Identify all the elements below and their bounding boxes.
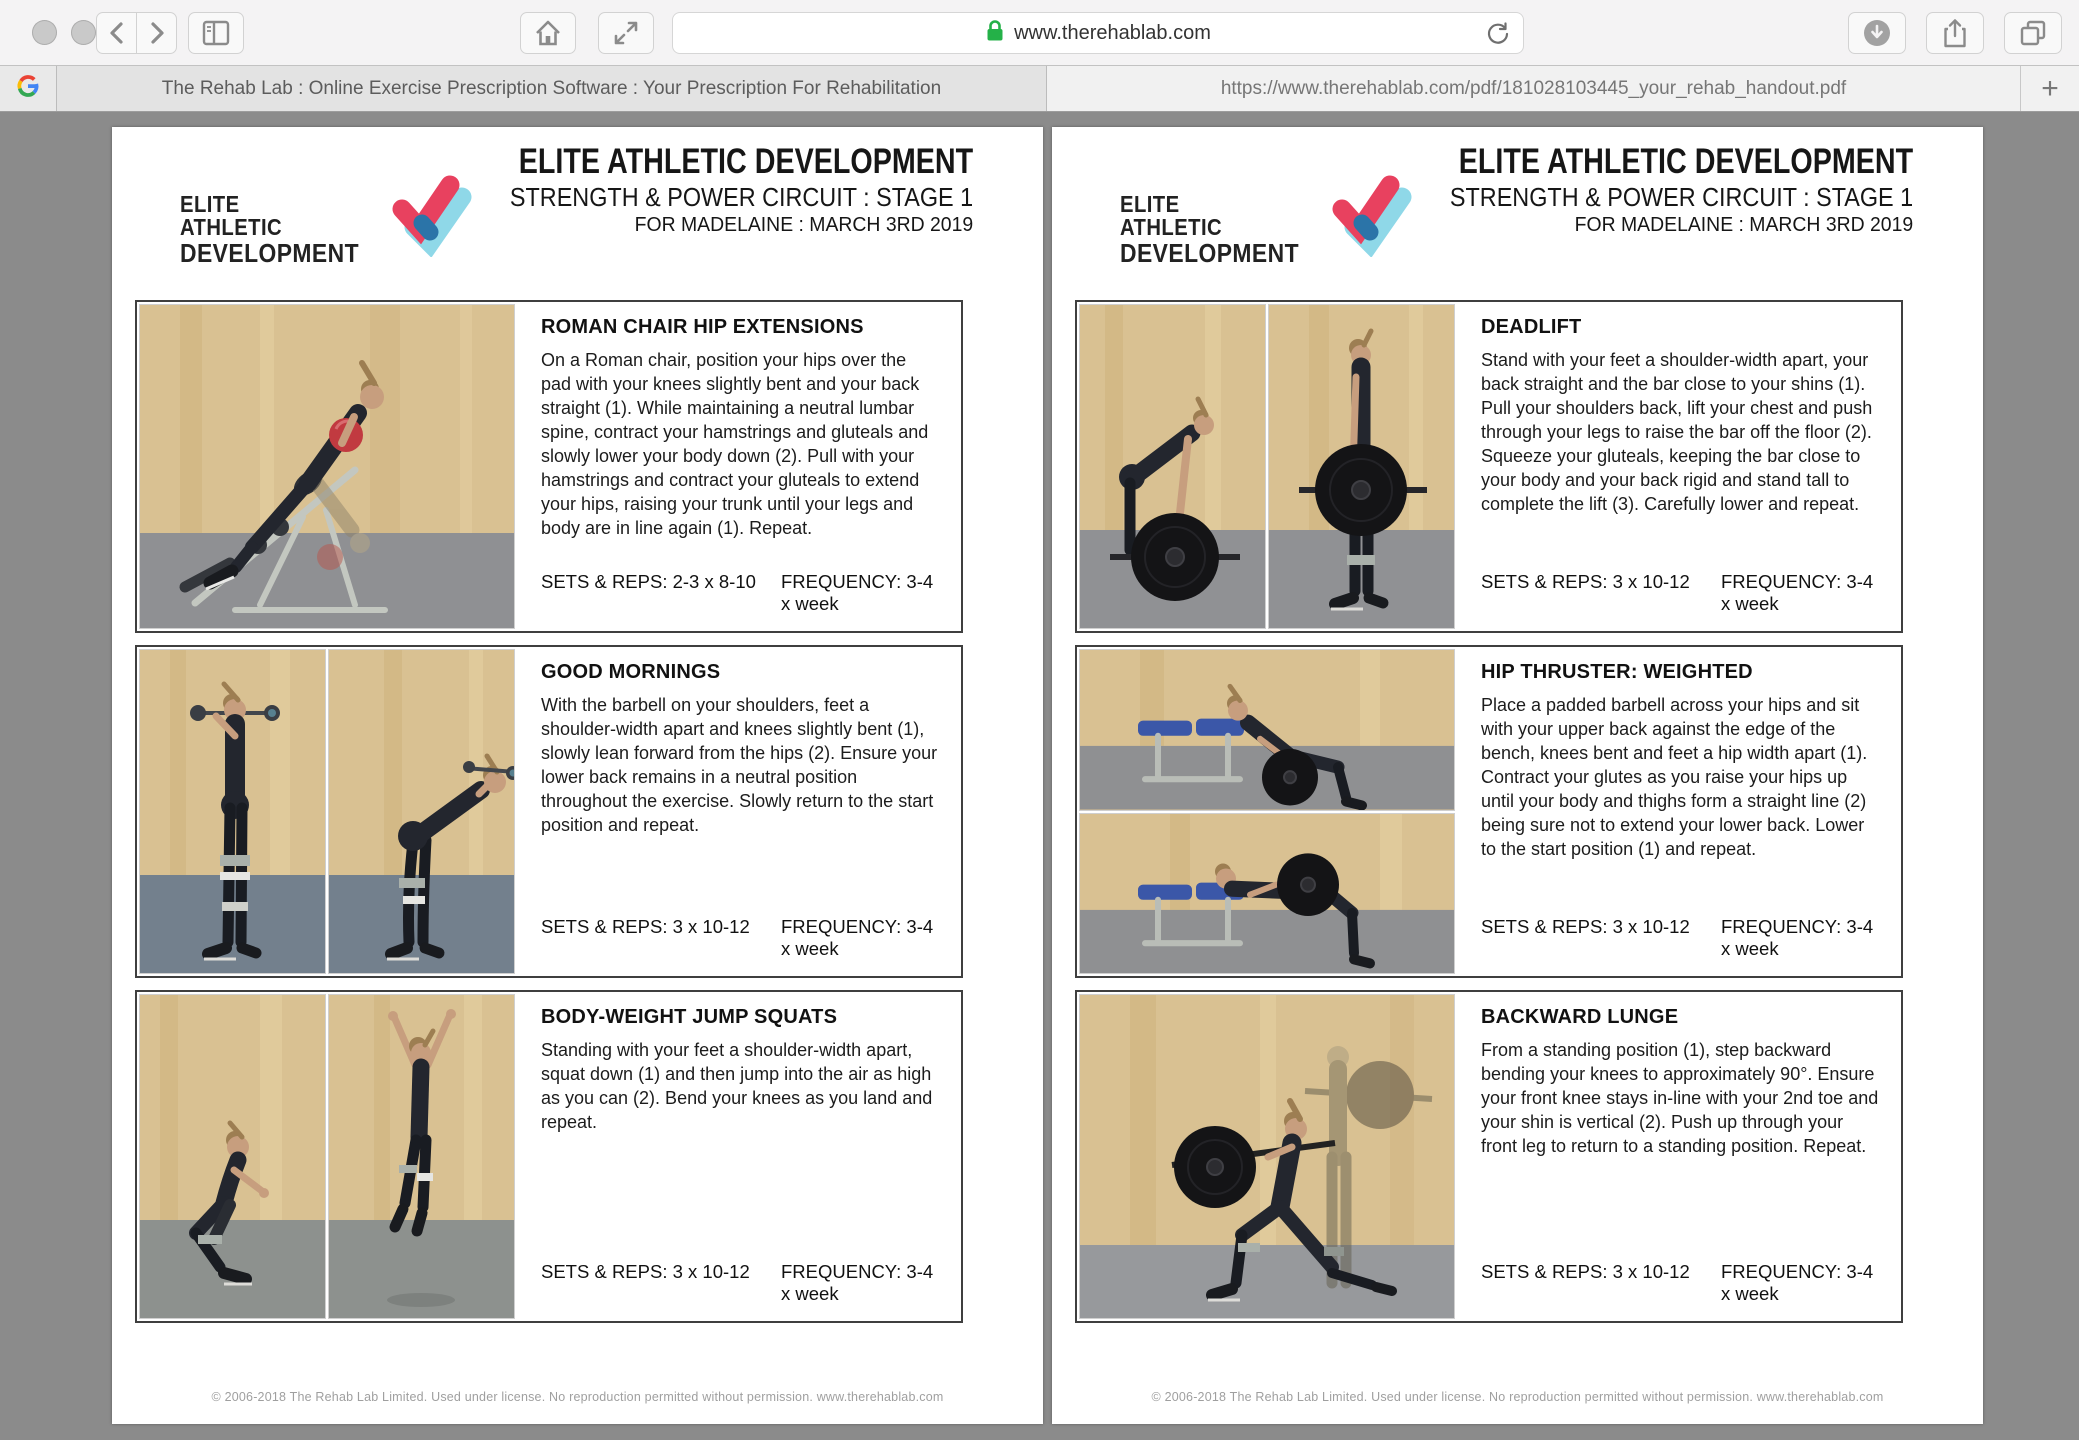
expand-arrows-icon [612, 19, 640, 47]
exercise-description: From a standing position (1), step backward bending your knees to approximately 90°. Ensure your front knee stays in-line with your 2nd toe and your shin is vertical (2). Push up through your front leg to return to a standing position. Repeat. [1481, 1040, 1879, 1156]
exercise-name: BACKWARD LUNGE [1481, 1006, 1679, 1028]
share-button[interactable] [1926, 12, 1984, 54]
refresh-button[interactable] [1485, 21, 1511, 52]
frequency-label: FREQUENCY: [781, 916, 902, 937]
frequency-label: FREQUENCY: [1721, 1261, 1842, 1282]
tab-title: The Rehab Lab : Online Exercise Prescription Software : Your Prescription For Rehabilitation [161, 77, 942, 99]
tabs-icon [2018, 18, 2048, 48]
exercise-card-hip-thruster [1075, 645, 1903, 978]
traffic-light-minimize-button[interactable] [71, 20, 96, 45]
browser-toolbar [0, 0, 2079, 66]
frequency-label: FREQUENCY: [781, 571, 902, 592]
pdf-page-1 [112, 127, 1043, 1424]
page-footer: © 2006-2018 The Rehab Lab Limited. Used under license. No reproduction permitted without permission. www.therehablab.com [1151, 1390, 1884, 1404]
brand-logo: ELITE ATHLETIC DEVELOPMENT [1120, 191, 1300, 268]
tab-overview-button[interactable] [2004, 12, 2062, 54]
frequency-label: FREQUENCY: [1721, 571, 1842, 592]
exercise-description: On a Roman chair, position your hips over the pad with your knees slightly bent and your back straight (1). While maintaining a neutral lumbar spine, contract your hamstrings and gluteals and slowly lower your body down (2). Pull with your hamstrings and contract your gluteals to extend your hips, raising your trunk until your legs and body are in line again (1). Repeat. [541, 350, 929, 538]
tab-rehab-lab-home[interactable] [57, 66, 1047, 111]
exercise-name: GOOD MORNINGS [541, 661, 721, 683]
home-button[interactable] [520, 12, 576, 54]
sets-reps-value: 3 x 10-12 [672, 1261, 750, 1282]
frequency-label: FREQUENCY: [1721, 916, 1842, 937]
doc-subtitle: STRENGTH & POWER CIRCUIT : STAGE 1 [1449, 181, 1913, 212]
doc-for-line: FOR MADELAINE : MARCH 3RD 2019 [634, 213, 973, 236]
exercise-stats [541, 1261, 939, 1305]
exercise-photo [140, 650, 514, 973]
tab-title: https://www.therehablab.com/pdf/181028103445_your_rehab_handout.pdf [1220, 77, 1847, 99]
sets-reps-label: SETS & REPS: [541, 1261, 668, 1282]
frequency-value: 3-4 x week [781, 916, 934, 959]
exercise-card-roman-chair [135, 300, 963, 633]
back-button[interactable] [96, 12, 137, 54]
sets-reps-value: 3 x 10-12 [672, 916, 750, 937]
exercise-description: With the barbell on your shoulders, feet a shoulder-width apart and knees slightly bent (1), slowly lean forward from the hips (2). Ensure your lower back remains in a neutral position throughout the exercise. Slowly return to the start position and repeat. [541, 695, 938, 835]
chevron-left-icon [106, 20, 128, 46]
forward-button[interactable] [136, 12, 177, 54]
frequency-value: 3-4 x week [781, 1261, 934, 1304]
pdf-viewer [0, 112, 2079, 1440]
new-tab-button[interactable]: + [2021, 66, 2079, 111]
exercise-card-deadlift [1075, 300, 1903, 633]
exercise-stats [1481, 1261, 1879, 1305]
frequency-value: 3-4 x week [1721, 916, 1874, 959]
chevron-right-icon [146, 20, 168, 46]
sets-reps-label: SETS & REPS: [541, 916, 668, 937]
frequency-value: 3-4 x week [1721, 1261, 1874, 1304]
frequency-label: FREQUENCY: [781, 1261, 902, 1282]
doc-for-line: FOR MADELAINE : MARCH 3RD 2019 [1574, 213, 1913, 236]
tab-bar [0, 66, 2079, 112]
pinned-tab[interactable] [0, 66, 57, 111]
exercise-name: HIP THRUSTER: WEIGHTED [1481, 661, 1753, 683]
home-icon [533, 18, 563, 48]
exercise-photo [1080, 995, 1454, 1318]
exercise-photo [1080, 305, 1454, 628]
exercise-stats [1481, 916, 1879, 960]
exercise-name: DEADLIFT [1481, 316, 1582, 338]
sets-reps-label: SETS & REPS: [1481, 571, 1608, 592]
doc-title: ELITE ATHLETIC DEVELOPMENT [518, 142, 973, 181]
url-text: www.therehablab.com [1014, 21, 1211, 44]
sets-reps-value: 3 x 10-12 [1612, 916, 1690, 937]
exercise-card-jump-squats [135, 990, 963, 1323]
exercise-card-backward-lunge [1075, 990, 1903, 1323]
google-favicon [16, 74, 40, 103]
brand-logo: ELITE ATHLETIC DEVELOPMENT [180, 191, 360, 268]
doc-title: ELITE ATHLETIC DEVELOPMENT [1458, 142, 1913, 181]
doc-subtitle: STRENGTH & POWER CIRCUIT : STAGE 1 [509, 181, 973, 212]
frequency-value: 3-4 x week [1721, 571, 1874, 614]
doc-header [1359, 143, 1913, 238]
download-icon [1862, 18, 1892, 48]
sets-reps-value: 3 x 10-12 [1612, 571, 1690, 592]
exercise-name: ROMAN CHAIR HIP EXTENSIONS [541, 316, 864, 338]
sets-reps-label: SETS & REPS: [1481, 916, 1608, 937]
exercise-description: Stand with your feet a shoulder-width apart, your back straight and the bar close to your shins (1). Pull your shoulders back, lift your chest and push through your legs to raise the bar off the floor (2). Squeeze your gluteals, keeping the bar close to your body and your back rigid and stand tall to complete the lift (3). Carefully lower and repeat. [1481, 350, 1873, 514]
exercise-stats [1481, 571, 1879, 615]
fullscreen-button[interactable] [598, 12, 654, 54]
exercise-card-good-mornings [135, 645, 963, 978]
sidebar-toggle-button[interactable] [188, 12, 244, 54]
url-field[interactable] [672, 12, 1524, 54]
exercise-name: BODY-WEIGHT JUMP SQUATS [541, 1006, 838, 1028]
exercise-photo [1080, 650, 1454, 973]
exercise-description: Place a padded barbell across your hips and sit with your upper back against the edge of the bench, knees bent and feet a hip width apart (1). Contract your glutes as you raise your hips up until your body and thighs form a straight line (2) being sure not to extend your lower back. Lower to the start position (1) and repeat. [1481, 695, 1868, 859]
padlock-icon [985, 19, 1005, 48]
share-icon [1941, 17, 1969, 49]
traffic-light-close-button[interactable] [32, 20, 57, 45]
exercise-photo [140, 305, 514, 628]
doc-header [419, 143, 973, 238]
downloads-button[interactable] [1848, 12, 1906, 54]
sets-reps-value: 3 x 10-12 [1612, 1261, 1690, 1282]
sets-reps-label: SETS & REPS: [1481, 1261, 1608, 1282]
tab-rehab-handout-pdf[interactable] [1047, 66, 2021, 111]
frequency-value: 3-4 x week [781, 571, 934, 614]
exercise-description: Standing with your feet a shoulder-width apart, squat down (1) and then jump into the air as high as you can (2). Bend your knees as you land and repeat. [541, 1040, 933, 1132]
pdf-page-2 [1052, 127, 1983, 1424]
exercise-stats [541, 571, 939, 615]
sets-reps-value: 2-3 x 8-10 [672, 571, 756, 592]
sets-reps-label: SETS & REPS: [541, 571, 668, 592]
exercise-stats [541, 916, 939, 960]
page-footer: © 2006-2018 The Rehab Lab Limited. Used under license. No reproduction permitted without permission. www.therehablab.com [211, 1390, 944, 1404]
exercise-photo [140, 995, 514, 1318]
sidebar-icon [201, 19, 231, 47]
